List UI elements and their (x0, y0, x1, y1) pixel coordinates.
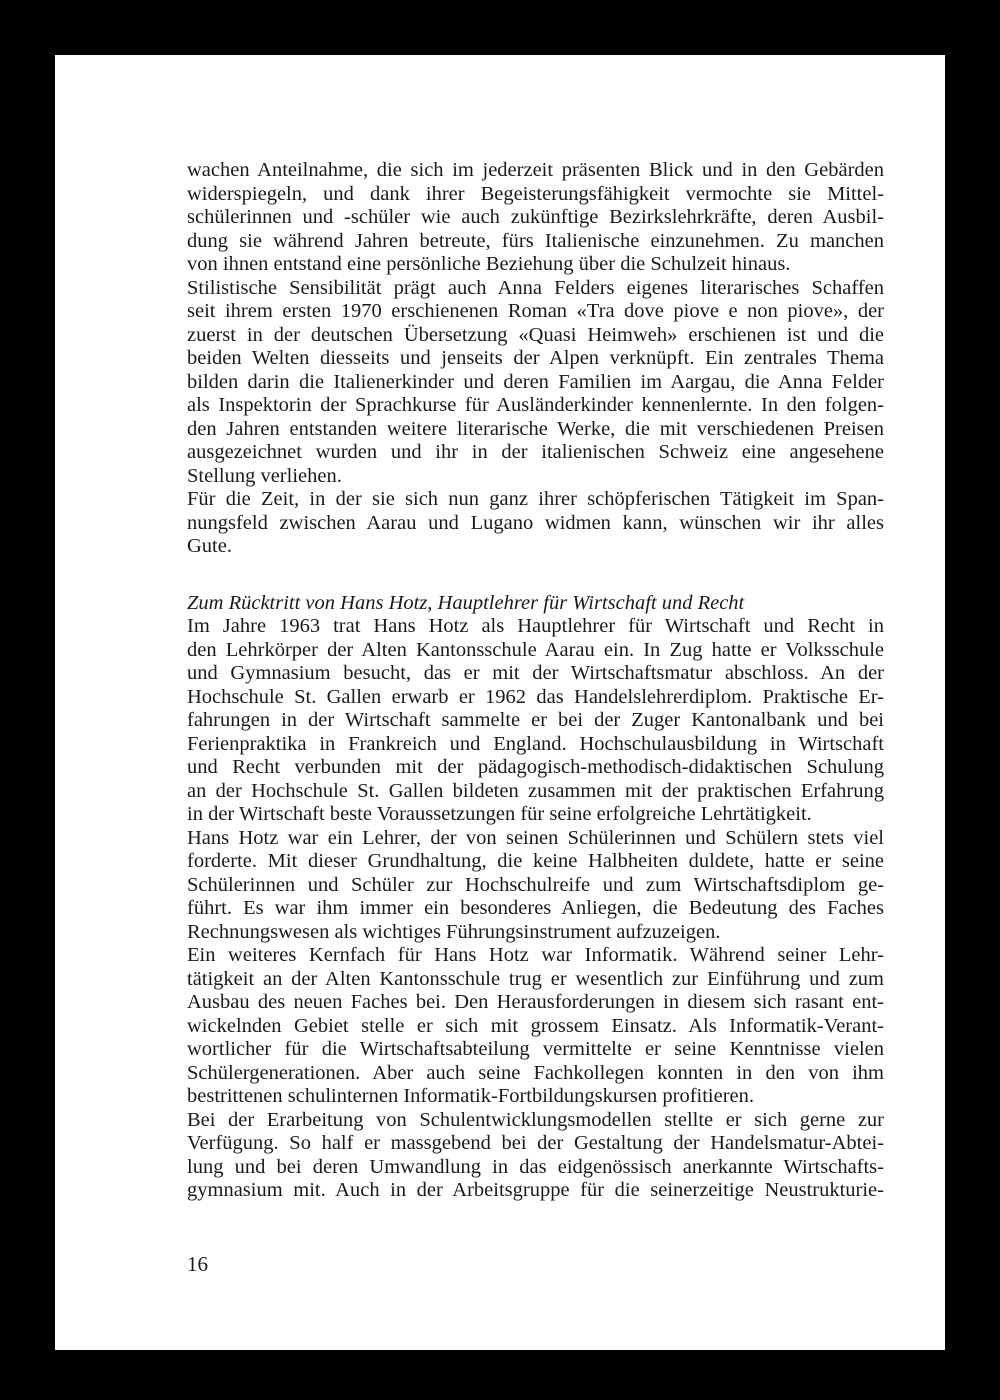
text-line: Ein weiteres Kernfach für Hans Hotz war Informatik. Während seiner Lehr- (187, 944, 884, 966)
text-line: Schülerinnen und Schüler zur Hochschulreife und zum Wirtschaftsdiplom ge- (187, 873, 884, 896)
text-line: Stilistische Sensibilität prägt auch Anna Felders eigenes literarisches Schaffen (187, 276, 884, 299)
text-line: Hochschule St. Gallen erwarb er 1962 das Handelslehrerdiplom. Praktische Er- (187, 685, 884, 708)
text-line: wortlicher für die Wirtschaftsabteilung vermittelte er seine Kenntnisse vielen (187, 1038, 884, 1060)
text-line: schülerinnen und -schüler wie auch zukünftige Bezirkslehrkräfte, deren Ausbil- (187, 206, 884, 228)
text-line: forderte. Mit dieser Grundhaltung, die keine Halbheiten duldete, hatte er seine (187, 850, 884, 872)
text-column (187, 159, 884, 1203)
section-heading: Zum Rücktritt von Hans Hotz, Hauptlehrer für Wirtschaft und Recht (187, 591, 745, 614)
text-line: von ihnen entstand eine persönliche Beziehung über die Schulzeit hinaus. (187, 253, 791, 275)
text-line: lung und bei deren Umwandlung in das eidgenössisch anerkannte Wirtschafts- (187, 1155, 884, 1178)
text-line: Im Jahre 1963 trat Hans Hotz als Hauptlehrer für Wirtschaft und Recht in (187, 615, 884, 637)
text-line: Rechnungswesen als wichtiges Führungsinstrument aufzuzeigen. (187, 920, 721, 943)
text-line: in der Wirtschaft beste Voraussetzungen für seine erfolgreiche Lehrtätigkeit. (187, 803, 812, 825)
text-line: ausgezeichnet wurden und ihr in der italienischen Schweiz eine angesehene (187, 441, 884, 463)
text-line: tätigkeit an der Alten Kantonsschule trug er wesentlich zur Einführung und zum (187, 967, 884, 990)
text-line: nungsfeld zwischen Aarau und Lugano widmen kann, wünschen wir ihr alles (187, 511, 884, 534)
text-line: fahrungen in der Wirtschaft sammelte er bei der Zuger Kantonalbank und bei (187, 709, 884, 731)
text-line: seit ihrem ersten 1970 erschienenen Roman «Tra dove piove e non piove», der (187, 300, 884, 322)
text-line: widerspiegeln, und dank ihrer Begeisterungsfähigkeit vermochte sie Mittel- (187, 182, 884, 205)
page-number: 16 (187, 1252, 208, 1276)
text-line: den Lehrkörper der Alten Kantonsschule Aarau ein. In Zug hatte er Volksschule (187, 638, 884, 661)
text-line: Stellung verliehen. (187, 464, 342, 487)
text-line: wickelnden Gebiet stelle er sich mit grossem Einsatz. Als Informatik-Verant- (187, 1014, 884, 1037)
text-line: Schülergenerationen. Aber auch seine Fachkollegen konnten in den von ihm (187, 1061, 884, 1084)
text-line: wachen Anteilnahme, die sich im jederzeit präsenten Blick und in den Gebärden (187, 159, 884, 181)
section-gap (187, 559, 884, 592)
text-line: führt. Es war ihm immer ein besonderes Anliegen, die Bedeutung des Faches (187, 897, 884, 919)
text-line: Ausbau des neuen Faches bei. Den Herausforderungen in diesem sich rasant ent- (187, 991, 884, 1013)
text-line: Ferienpraktika in Frankreich und England. Hochschulausbildung in Wirtschaft (187, 732, 884, 755)
document-page (55, 55, 945, 1350)
text-line: und Gymnasium besucht, das er mit der Wirtschaftsmatur abschloss. An der (187, 662, 884, 684)
text-line: bestrittenen schulinternen Informatik-Fortbildungskursen profitieren. (187, 1085, 755, 1107)
text-line: an der Hochschule St. Gallen bildeten zusammen mit der praktischen Erfahrung (187, 779, 884, 802)
text-line: als Inspektorin der Sprachkurse für Ausländerkinder kennenlernte. In den folgen- (187, 394, 884, 416)
text-line: bilden darin die Italienerkinder und deren Familien im Aargau, die Anna Felder (187, 370, 884, 393)
text-line: den Jahren entstanden weitere literarische Werke, die mit verschiedenen Preisen (187, 417, 884, 440)
text-line: Verfügung. So half er massgebend bei der Gestaltung der Handelsmatur-Abtei- (187, 1132, 884, 1154)
text-line: Hans Hotz war ein Lehrer, der von seinen Schülerinnen und Schülern stets viel (187, 826, 884, 849)
text-line: dung sie während Jahren betreute, fürs Italienische einzunehmen. Zu manchen (187, 229, 884, 252)
text-line: zuerst in der deutschen Übersetzung «Quasi Heimweh» erschienen ist und die (187, 323, 884, 346)
text-line: Bei der Erarbeitung von Schulentwicklungsmodellen stellte er sich gerne zur (187, 1108, 884, 1131)
text-line: und Recht verbunden mit der pädagogisch-methodisch-didaktischen Schulung (187, 756, 884, 778)
text-line: beiden Welten diesseits und jenseits der Alpen verknüpft. Ein zentrales Thema (187, 347, 884, 369)
text-line: Für die Zeit, in der sie sich nun ganz ihrer schöpferischen Tätigkeit im Span- (187, 488, 884, 510)
text-line: Gute. (187, 535, 232, 557)
text-line: gymnasium mit. Auch in der Arbeitsgruppe für die seinerzeitige Neustrukturie- (187, 1179, 884, 1201)
